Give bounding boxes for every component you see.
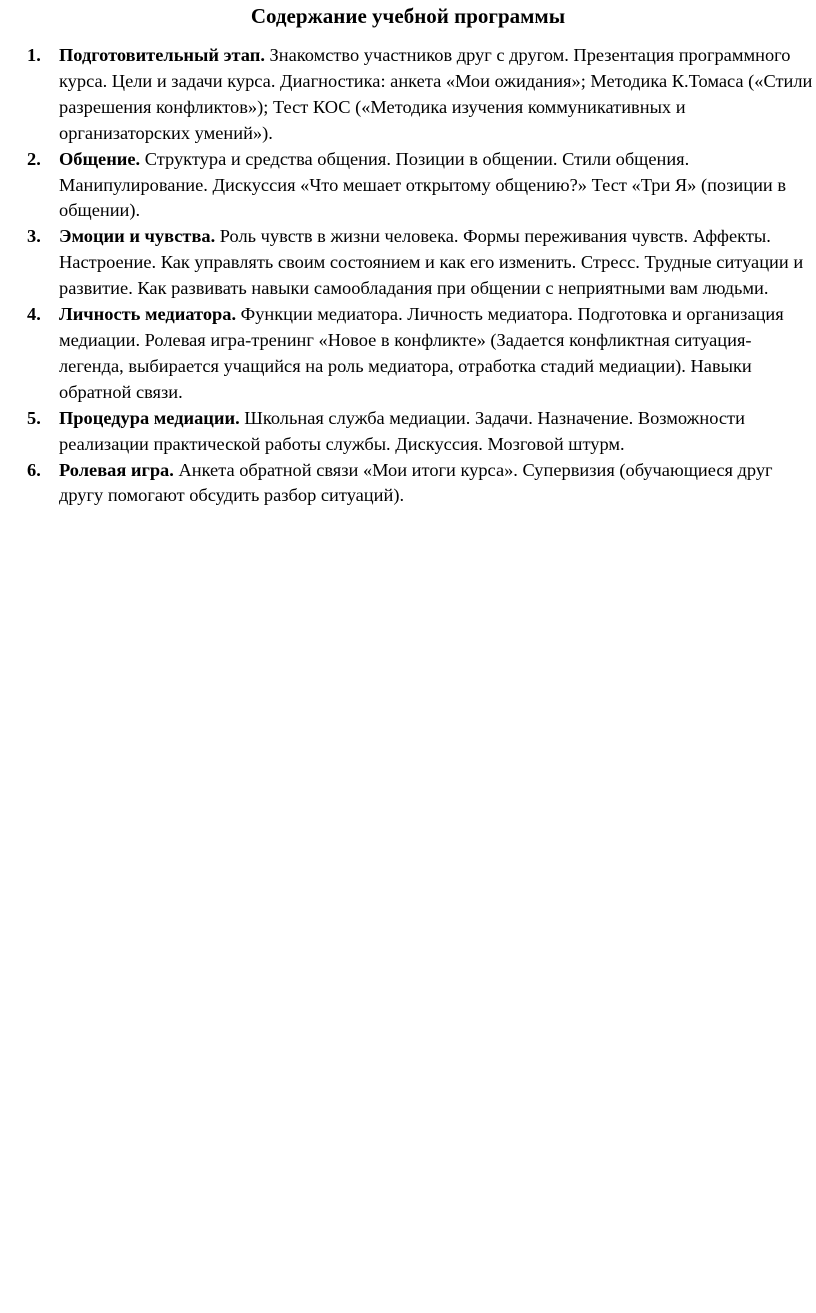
list-item-text: Функции медиатора. Личность медиатора. Подготовка и организация медиации. Ролевая игра-тренинг «Новое в конфликте» (Задается конфликтная ситуация-легенда, выбирается учащийся на роль медиатора, отработка стадий медиации). Навыки обратной связи. <box>59 304 784 402</box>
list-item-number: 2. <box>27 148 41 169</box>
list-item-text: Школьная служба медиации. Задачи. Назначение. Возможности реализации практической работы службы. Дискуссия. Мозговой штурм. <box>59 407 745 454</box>
list-item-heading: Общение. <box>59 148 141 169</box>
document-title: Содержание учебной программы <box>250 4 566 28</box>
list-item-heading: Личность медиатора. <box>59 304 237 325</box>
list-item-number: 6. <box>27 459 41 480</box>
list-item-preparatory-stage <box>27 43 813 147</box>
list-item-number: 1. <box>27 45 41 65</box>
list-item-heading: Процедура медиации. <box>59 407 240 428</box>
list-item-emotions-and-feelings <box>27 224 813 302</box>
list-item-text: Структура и средства общения. Позиции в общении. Стили общения. Манипулирование. Дискуссия «Что мешает открытому общению?» Тест «Три Я» (позиции в общении). <box>59 148 787 221</box>
list-item-heading: Подготовительный этап. <box>59 45 265 65</box>
list-item-text: Знакомство участников друг с другом. Презентация программного курса. Цели и задачи курса. Диагностика: анкета «Мои ожидания»; Методика К.Томаса («Стили разрешения конфликтов»); Тест КОС («Методика изучения коммуникативных и организаторских умений»). <box>59 45 813 143</box>
list-item-heading: Ролевая игра. <box>59 459 174 480</box>
list-item-number: 5. <box>27 407 41 428</box>
list-item-number: 4. <box>27 304 41 325</box>
list-item-text: Анкета обратной связи «Мои итоги курса». Супервизия (обучающиеся друг другу помогают обсудить разбор ситуаций). <box>59 459 773 506</box>
list-item-communication <box>27 147 813 225</box>
list-item-mediator-personality <box>27 302 813 406</box>
program-content-list <box>27 43 813 509</box>
list-item-text: Роль чувств в жизни человека. Формы переживания чувств. Аффекты. Настроение. Как управлять своим состоянием и как его изменить. Стресс. Трудные ситуации и развитие. Как развивать навыки самообладания при общении с неприятными вам людьми. <box>59 226 804 299</box>
list-item-number: 3. <box>27 226 41 247</box>
list-item-heading: Эмоции и чувства. <box>59 226 216 247</box>
list-item-mediation-procedure <box>27 406 813 458</box>
list-item-role-play <box>27 458 813 510</box>
